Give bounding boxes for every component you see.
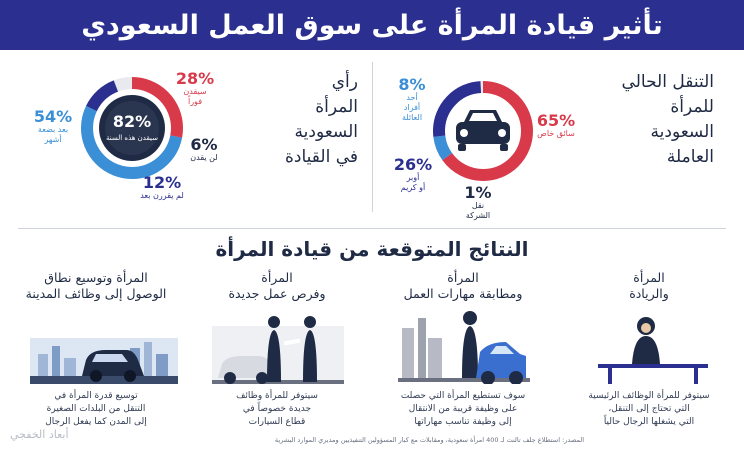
commute-stat-company: 1% نقل الشركة: [464, 183, 492, 220]
opinion-stat-later: 54% بعد بضعة أشهر: [33, 107, 73, 144]
result-column-city-access: [16, 270, 176, 302]
woman-at-desk-icon: [598, 312, 708, 384]
section-divider-horizontal: [18, 228, 726, 229]
opinion-stat-undecided: 12% لم يقررن بعد: [140, 173, 184, 200]
result-title: المرأة ومطابقة مهارات العمل: [403, 270, 523, 301]
result-desc-new-jobs: سيتوفر للمرأة وظائف جديدة خصوصاً في قطاع السيارات: [236, 391, 318, 427]
commute-stat-family: 8% أحد أفراد العائلة: [398, 75, 426, 122]
header-bar: [0, 0, 744, 50]
result-desc-skills: سوف تستطيع المرأة التي حصلت على وظيفة قريبة من الانتقال إلى وظيفة تناسب مهاراتها: [400, 391, 526, 427]
commute-stat-driver: 65% سائق خاص: [536, 111, 576, 138]
page-title: تأثير قيادة المرأة على سوق العمل السعودي: [81, 9, 663, 41]
woman-by-car-icon: [398, 308, 530, 384]
opinion-center-pct: 82%: [112, 112, 152, 131]
commute-stat-uber: 26% أوبر أو كريم: [393, 155, 433, 192]
car-dealership-icon: [212, 312, 344, 384]
opinion-section-title: رأي المرأة السعودية في القيادة: [285, 72, 358, 167]
commute-donut-chart: [430, 78, 536, 184]
opinion-center-label: سيقدن هذه السنة: [105, 134, 159, 142]
commute-section-title: التنقل الحالي للمرأة السعودية العاملة: [621, 72, 714, 167]
opinion-donut-chart: [78, 74, 186, 182]
car-front-icon: [456, 110, 510, 151]
opinion-stat-never: 6% لن يقدن: [190, 135, 218, 162]
section-divider-vertical: [372, 62, 373, 212]
result-column-leadership: [564, 270, 734, 302]
result-desc-leadership: سيتوفر للمرأة الوظائف الرئيسية التي تحتاج إلى التنقل، التي يشغلها الرجال حالياً: [588, 391, 710, 427]
opinion-stat-now: 28% سيقدن فوراً: [175, 69, 215, 106]
results-title: النتائج المتوقعة من قيادة المرأة: [215, 237, 529, 261]
car-city-skyline-icon: [30, 318, 178, 384]
result-title: المرأة وتوسيع نطاق الوصول إلى وظائف المدينة: [25, 270, 167, 301]
result-desc-city-access: توسيع قدرة المرأة في التنقل من البلدات الصغيرة إلى المدن كما يفعل الرجال: [45, 391, 147, 427]
source-footnote: المصدر: استطلاع جلف تالنت لـ 400 امرأة سعودية، ومقابلات مع كبار المسؤولين التنفيذيين ومديري الموارد البشرية: [274, 436, 584, 444]
result-column-skills: [378, 270, 548, 302]
result-title: المرأة وفرص عمل جديدة: [228, 270, 326, 301]
result-title: المرأة والريادة: [629, 270, 669, 301]
result-column-new-jobs: [192, 270, 362, 302]
watermark-text: أبعاد الخفجي: [10, 428, 69, 441]
